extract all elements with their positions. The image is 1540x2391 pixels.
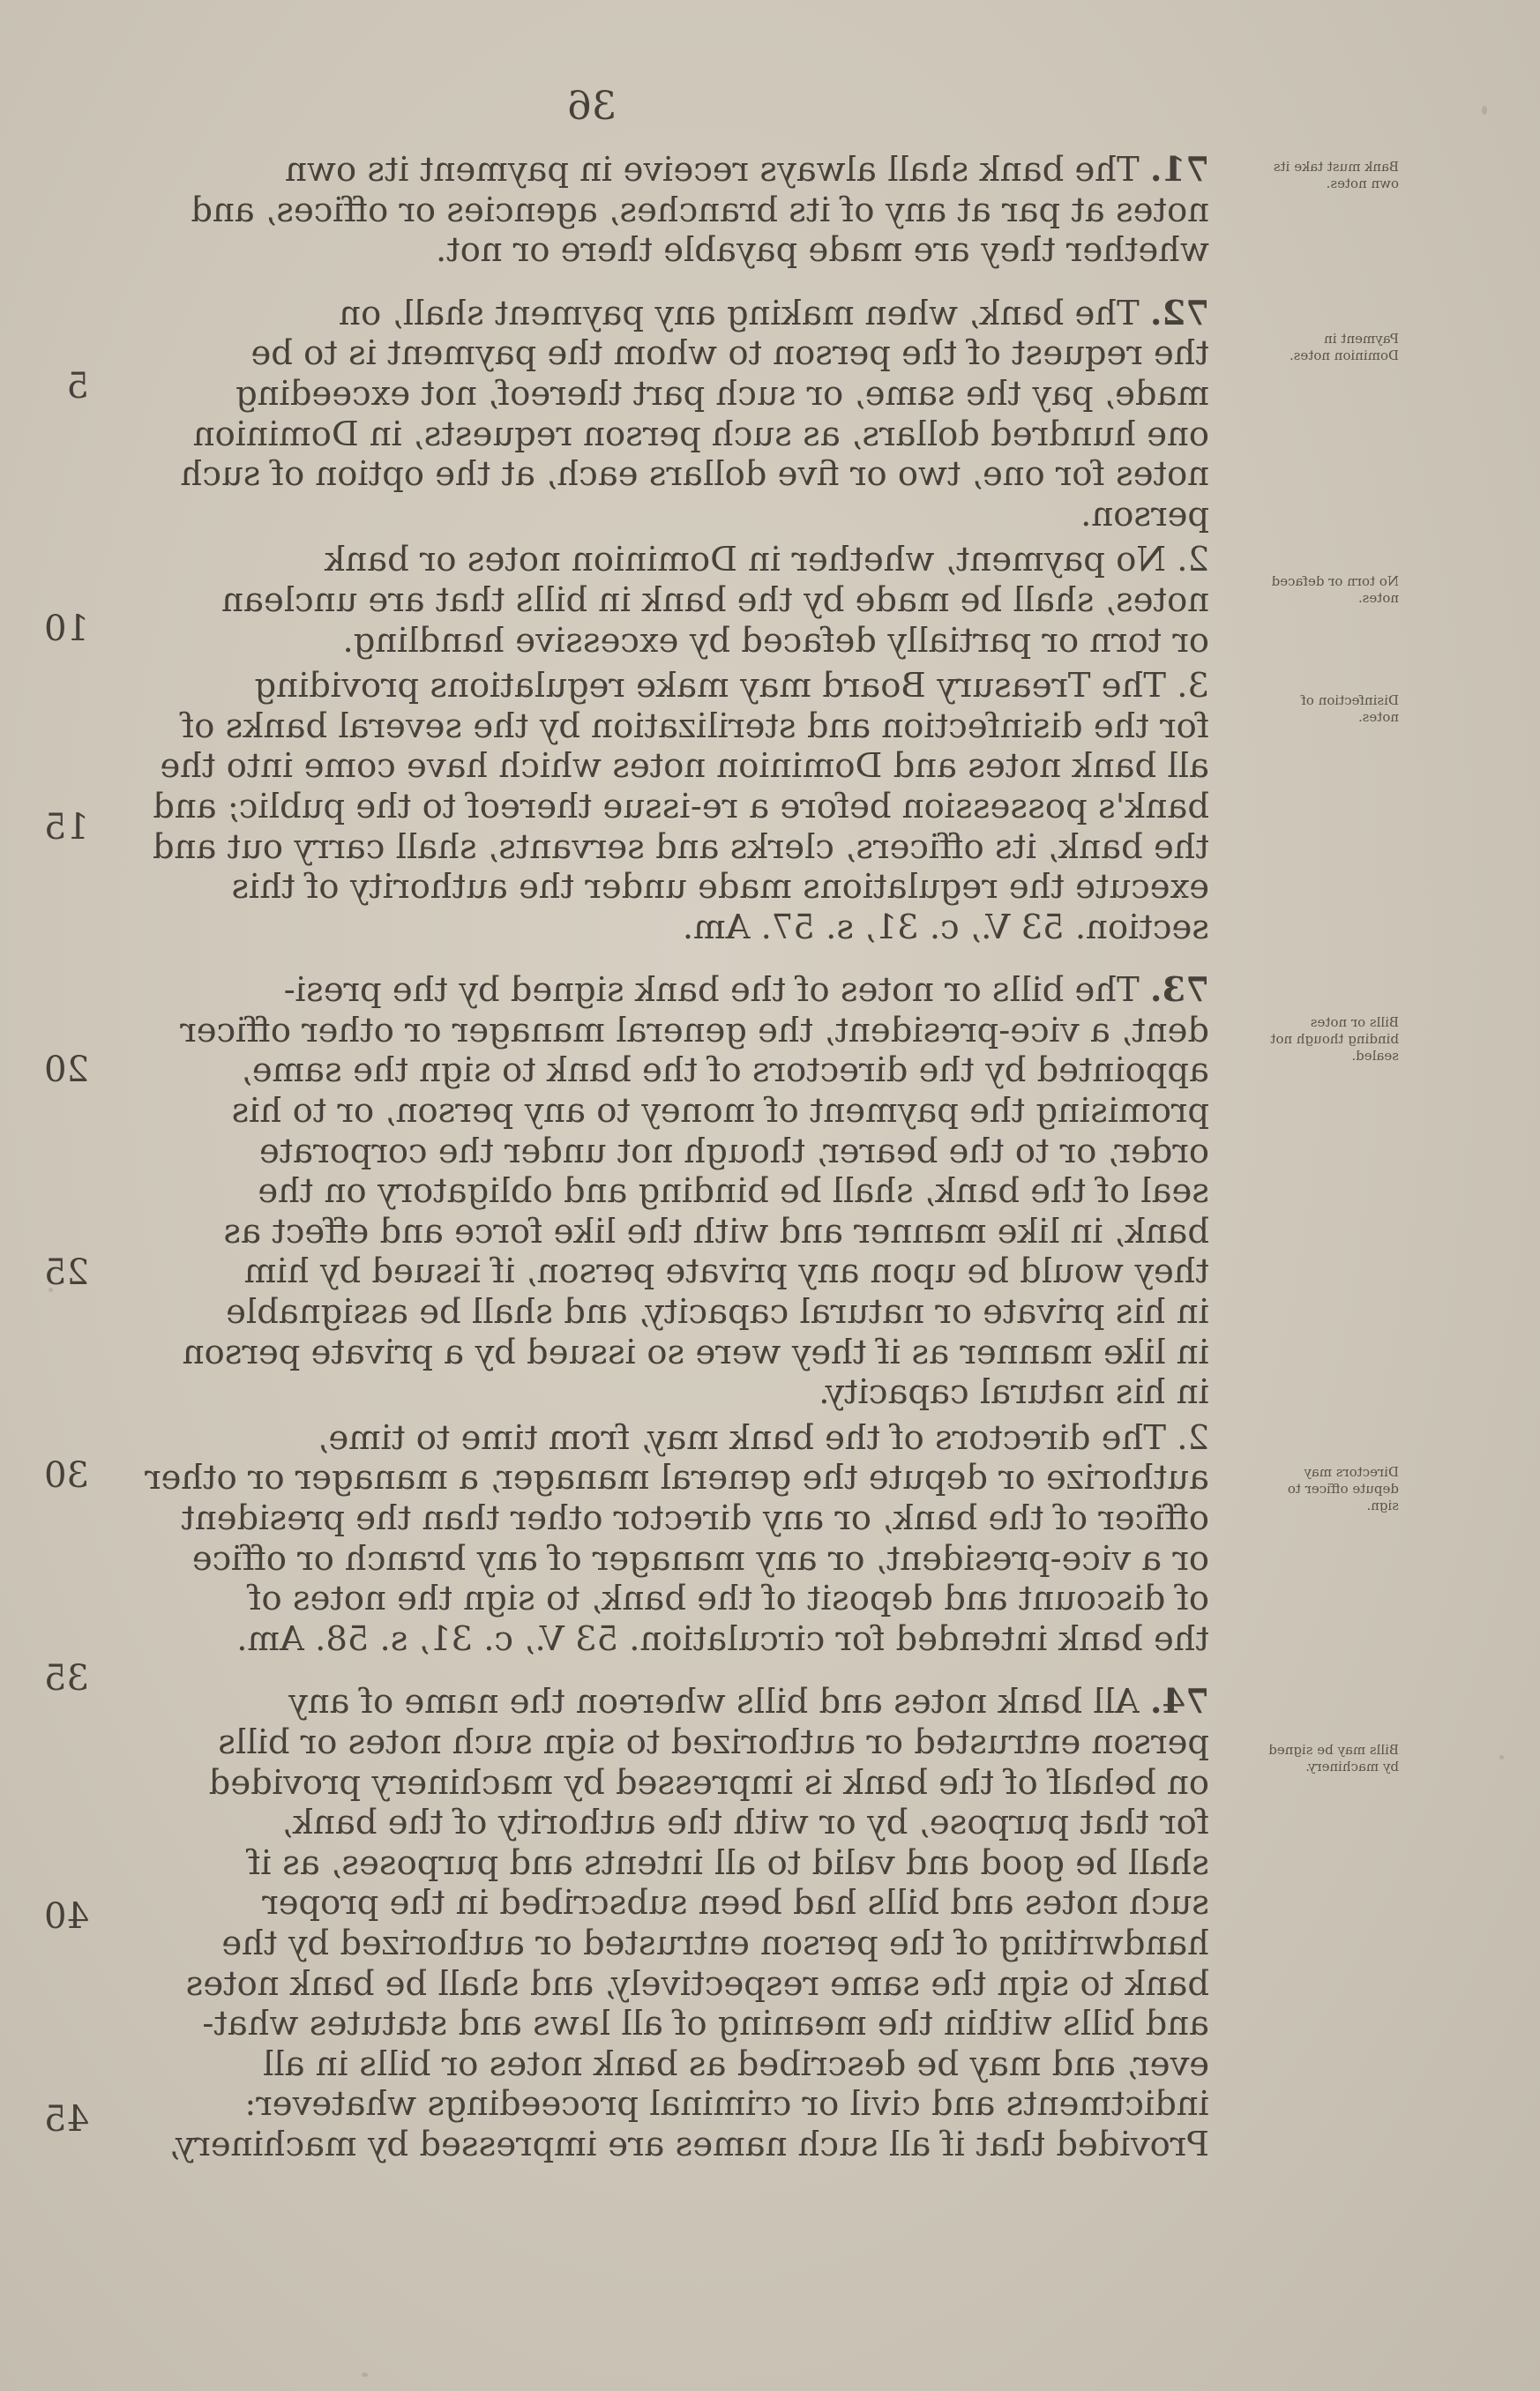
text-line: whether they are made payable there or not. — [435, 230, 1209, 271]
text-line: 2. The directors of the bank may, from time to time, — [318, 1417, 1209, 1458]
paragraph-72-3 — [152, 666, 1209, 947]
text-line: in his natural capacity. — [819, 1372, 1209, 1413]
side-note: Bills or notes binding though not sealed. — [1270, 1014, 1399, 1064]
text-line: promising the payment of money to any person, or to his — [231, 1091, 1209, 1132]
text-line: or torn or partially defaced by excessive handling. — [342, 620, 1209, 661]
text-line: authorize or depute the general manager, a manager or other — [145, 1458, 1209, 1498]
paragraph-section-71 — [186, 150, 1209, 271]
text-line: indictments and civil or criminal proceedings whatever: — [244, 2084, 1209, 2125]
text-line: notes, shall be made by the bank in bills that are unclean — [221, 579, 1209, 620]
text-line: one hundred dollars, as such person requests, in Dominion — [192, 414, 1209, 454]
paper-speck — [49, 1288, 53, 1292]
text-line: 3. The Treasury Board may make regulations providing — [254, 666, 1209, 706]
section-number: 74. — [1150, 1682, 1209, 1722]
side-note: Payment in Dominion notes. — [1289, 331, 1399, 363]
text-line: seal of the bank, shall be binding and obligatory on the — [258, 1171, 1209, 1212]
paper-speck — [1482, 106, 1487, 115]
paper-speck — [362, 2372, 368, 2377]
section-number: 73. — [1150, 970, 1209, 1011]
text-line: 71. The bank shall always receive in payment its own — [285, 150, 1209, 190]
paragraph-73-2 — [145, 1417, 1209, 1660]
text-line: bank to sign the same respectively, and shall be bank notes — [185, 1963, 1209, 2004]
text-line: of discount and deposit of the bank, to sign the notes of — [249, 1579, 1209, 1619]
text-line: in like manner as if they were so issued by a private person — [182, 1332, 1209, 1372]
text-line: notes at par at any of its branches, agencies or offices, and — [191, 190, 1209, 230]
paper-speck — [1499, 1755, 1504, 1760]
text-line: 2. No payment, whether in Dominion notes or bank — [325, 540, 1209, 580]
page-number: 36 — [567, 84, 617, 129]
text-line: on behalf of the bank is impressed by machinery provided — [208, 1762, 1209, 1803]
text-line: person entrusted or authorized to sign such notes or bills — [218, 1722, 1209, 1762]
text-line: section. 53 V., c. 31, s. 57. Am. — [682, 907, 1209, 947]
side-note: Bills may be signed by machinery. — [1268, 1742, 1399, 1775]
side-note: No torn or defaced notes. — [1271, 573, 1399, 606]
text-line: handwriting of the person entrusted or authorized by the — [221, 1923, 1209, 1963]
text-line: for the disinfection and sterilization by the several banks of — [181, 706, 1209, 746]
text-line: order, or to the bearer, though not under the corporate — [258, 1131, 1209, 1171]
text-line: they would be upon any private person, if issued by him — [243, 1252, 1209, 1292]
paragraph-section-72 — [180, 293, 1209, 535]
text-line: 74. All bank notes and bills whereon the name of any — [288, 1682, 1209, 1722]
text-line: execute the regulations made under the authority of this — [231, 867, 1209, 908]
line-number: 30 — [44, 1455, 89, 1496]
text-line: and bills within the meaning of all laws and statutes what- — [202, 2004, 1209, 2044]
statute-text — [145, 150, 1209, 2188]
text-line: all bank notes and Dominion notes which have come into the — [160, 746, 1209, 787]
text-line: the bank, its officers, clerks and servants, shall carry out and — [152, 826, 1209, 867]
text-line: person. — [1080, 494, 1209, 534]
line-number: 15 — [44, 807, 89, 848]
text-line: shall be good and valid to all intents and purposes, as if — [248, 1842, 1209, 1883]
side-note: Directors may depute officer to sign. — [1287, 1464, 1399, 1513]
text-line: or a vice-president, or any manager of any branch or office — [191, 1538, 1209, 1579]
text-line: 73. The bills or notes of the bank signed by the presi- — [283, 970, 1209, 1011]
text-line: the bank intended for circulation. 53 V., c. 31, s. 58. Am. — [236, 1618, 1209, 1659]
line-number: 40 — [44, 1896, 89, 1937]
text-line: ever, and may be described as bank notes or bills in all — [263, 2044, 1209, 2084]
line-number: 45 — [44, 2099, 89, 2140]
line-number: 35 — [44, 1658, 89, 1699]
side-note: Bank must take its own notes. — [1273, 159, 1399, 191]
text-line: such notes and bills had been subscribed in the proper — [262, 1883, 1209, 1924]
text-line: Provided that if all such names are impressed by machinery, — [168, 2124, 1209, 2164]
text-line: notes for one, two or five dollars each, at the option of such — [180, 454, 1209, 495]
paragraph-section-74 — [168, 1682, 1209, 2164]
section-number: 71. — [1150, 150, 1209, 190]
line-number: 25 — [44, 1252, 89, 1293]
side-note: Disinfection of notes. — [1301, 692, 1399, 725]
text-line: bank, in like manner and with the like force and effect as — [223, 1211, 1209, 1252]
section-number: 72. — [1150, 293, 1209, 333]
text-line: officer of the bank, or any director other than the president — [181, 1498, 1209, 1538]
text-line: dent, a vice-president, the general manager or other officer — [180, 1010, 1209, 1050]
text-line: the request of the person to whom the payment is to be — [250, 333, 1209, 374]
line-number: 5 — [66, 366, 89, 407]
text-line: for that purpose, by or with the authority of the bank, — [281, 1803, 1209, 1843]
paragraph-section-73 — [180, 970, 1209, 1413]
text-line: 72. The bank, when making any payment shall, on — [339, 293, 1209, 333]
line-number: 10 — [44, 609, 89, 649]
paragraph-72-2 — [186, 540, 1209, 661]
text-line: made, pay the same, or such part thereof, not exceeding — [235, 373, 1209, 414]
line-number: 20 — [44, 1050, 89, 1090]
text-line: in his private or natural capacity, and shall be assignable — [226, 1292, 1209, 1333]
text-line: bank's possession before a re-issue thereof to the public; and — [153, 786, 1209, 826]
text-line: appointed by the directors of the bank to sign the same, — [241, 1050, 1209, 1091]
